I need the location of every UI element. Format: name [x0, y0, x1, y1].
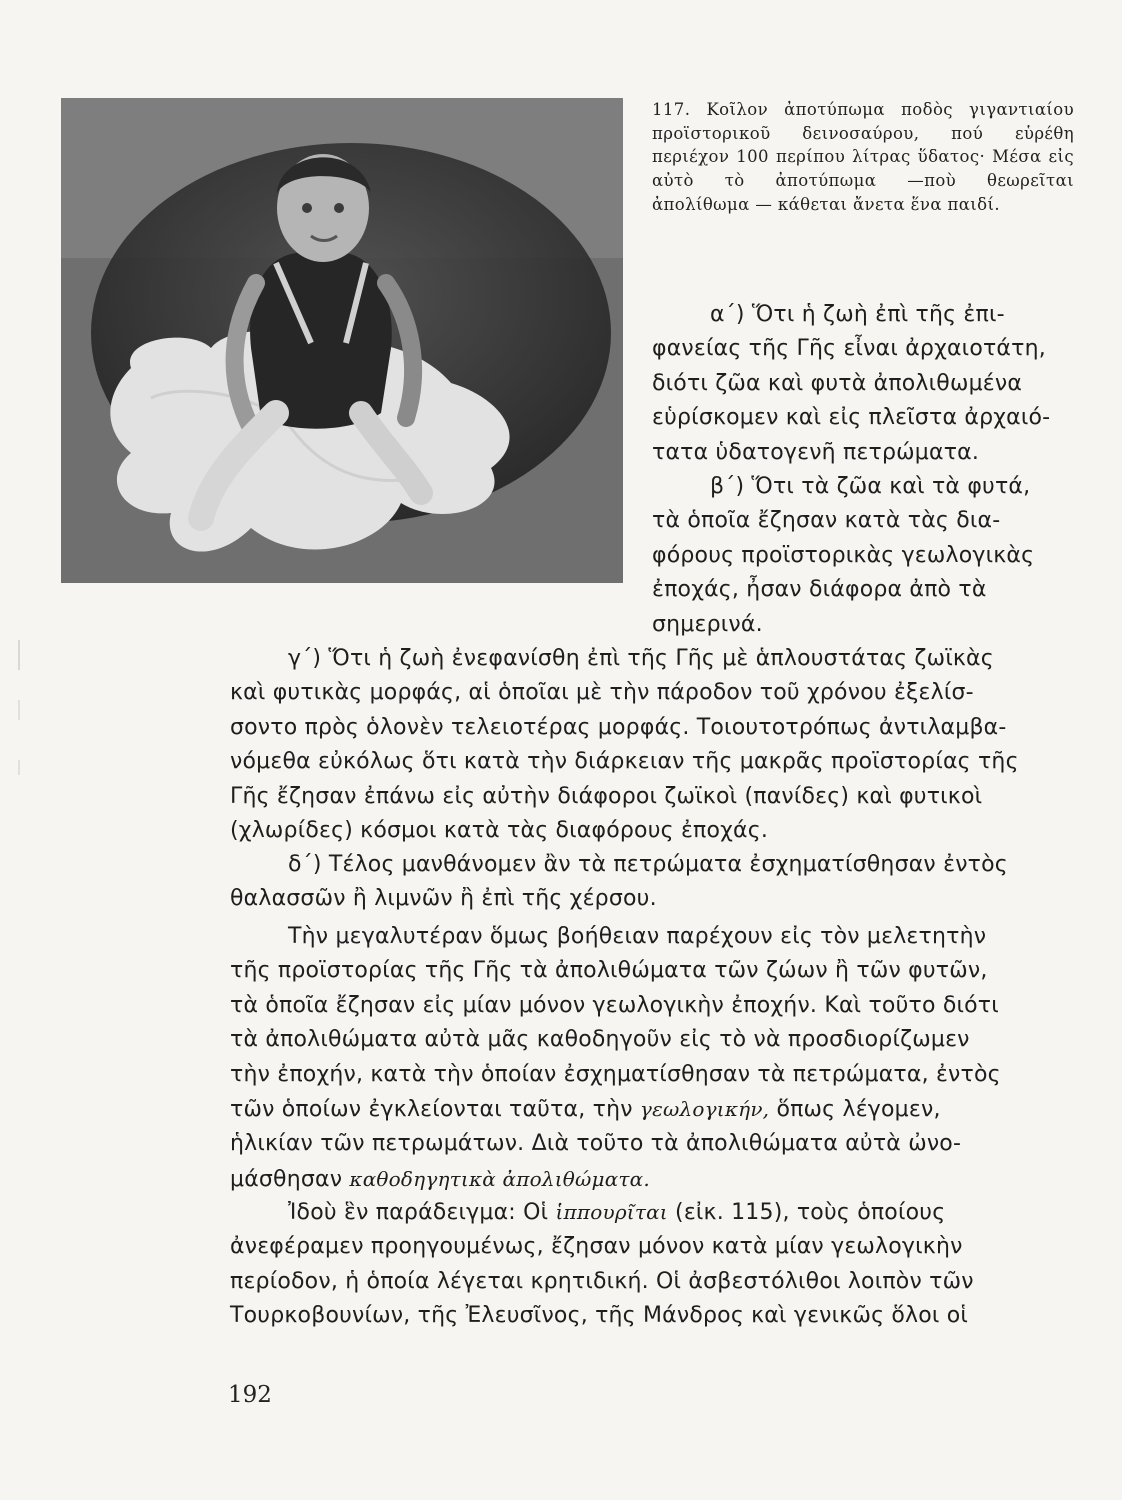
paragraph-line: τὰ ὁποῖα ἔζησαν εἰς μίαν μόνον γεωλογικὴν ἐποχήν. Καὶ τοῦτο διότι — [230, 992, 999, 1018]
paragraph-line: Τουρκοβουνίων, τῆς Ἐλευσῖνος, τῆς Μάνδρος καὶ γενικῶς ὅλοι οἱ — [230, 1303, 969, 1329]
paragraph-line: τατα ὑδατογενῆ πετρώματα. — [652, 439, 980, 465]
paragraph-line: ἀνεφέραμεν προηγουμένως, ἔζησαν μόνον κατὰ μίαν γεωλογικὴν — [230, 1234, 963, 1260]
paragraph-line: φόρους προϊστορικὰς γεωλογικὰς — [652, 542, 1035, 568]
paragraph-line: νόμεθα εὐκόλως ὅτι κατὰ τὴν διάρκειαν τῆς μακρᾶς προϊστορίας τῆς — [230, 749, 1019, 775]
text-run: τῶν ὁποίων ἐγκλείονται ταῦτα, τὴν — [230, 1097, 633, 1123]
figure-photo — [61, 98, 623, 583]
text-run: ὅπως λέγομεν, — [776, 1097, 941, 1123]
paragraph-line: περίοδον, ἡ ὁποία λέγεται κρητιδική. Οἱ ἀσβεστόλιθοι λοιπὸν τῶν — [230, 1268, 974, 1294]
paragraph-line: Γῆς ἔζησαν ἐπάνω εἰς αὐτὴν διάφοροι ζωϊκοὶ (πανίδες) καὶ φυτικοὶ — [230, 783, 983, 809]
paragraph-line: τὰ ἀπολιθώματα αὐτὰ μᾶς καθοδηγοῦν εἰς τὸ νὰ προσδιορίζωμεν — [230, 1027, 970, 1053]
paragraph-main — [230, 920, 1080, 1197]
paragraph-beta — [652, 470, 1122, 642]
margin-marks — [17, 640, 21, 800]
paragraph-line: τῆς προϊστορίας τῆς Γῆς τὰ ἀπολιθώματα τῶν ζώων ἢ τῶν φυτῶν, — [230, 958, 988, 984]
paragraph-line — [230, 1162, 1080, 1197]
paragraph-line: τὴν ἐποχήν, κατὰ τὴν ὁποίαν ἐσχηματίσθησαν τὰ πετρώματα, ἐντὸς — [230, 1061, 1001, 1087]
paragraph-line: τὰ ὁποῖα ἔζησαν κατὰ τὰς δια- — [652, 508, 1001, 534]
paragraph-line: φανείας τῆς Γῆς εἶναι ἀρχαιοτάτη, — [652, 336, 1046, 362]
text-run: Ἰδοὺ ἓν παράδειγμα: Οἱ — [288, 1200, 549, 1225]
paragraph-line: Τὴν μεγαλυτέραν ὅμως βοήθειαν παρέχουν εἰς τὸν μελετητὴν — [288, 924, 987, 949]
paragraph-line — [230, 1092, 1080, 1127]
paragraph-line: σοντο πρὸς ὁλονὲν τελειοτέρας μορφάς. Τοιουτοτρόπως ἀντιλαμβα- — [230, 714, 1007, 740]
figure-caption: 117. Κοῖλον ἀποτύπωμα ποδὸς γιγαντιαίου προϊστορικοῦ δεινοσαύρου, πού εὑρέθη περιέχον 100 περίπου λίτρας ὕδατος· Μέσα εἰς αὐτὸ τὸ ἀποτύπωμα —ποὺ θεωρεῖται ἀπολίθωμα — κάθεται ἄνετα ἕνα παιδί. — [652, 100, 1074, 214]
page-number: 192 — [228, 1382, 272, 1408]
paragraph-alpha — [652, 298, 1122, 470]
text-run: (εἰκ. 115), τοὺς ὁποίους — [675, 1200, 946, 1225]
paragraph-line: διότι ζῶα καὶ φυτὰ ἀπολιθωμένα — [652, 370, 1023, 396]
term-hippurites: ἱππουρῖται — [555, 1200, 668, 1224]
paragraph-line: ἡλικίαν τῶν πετρωμάτων. Διὰ τοῦτο τὰ ἀπολιθώματα αὐτὰ ὠνο- — [230, 1131, 962, 1157]
paragraph-line: δ΄) Τέλος μανθάνομεν ἂν τὰ πετρώματα ἐσχηματίσθησαν ἐντὸς — [288, 852, 1008, 877]
paragraph-line: θαλασσῶν ἢ λιμνῶν ἢ ἐπὶ τῆς χέρσου. — [230, 886, 657, 912]
paragraph-delta — [230, 848, 1080, 917]
term-guide-fossils: καθοδηγητικὰ ἀπολιθώματα. — [349, 1166, 650, 1191]
paragraph-line: γ΄) Ὅτι ἡ ζωὴ ἐνεφανίσθη ἐπὶ τῆς Γῆς μὲ ἁπλουστάτας ζωϊκὰς — [288, 646, 994, 671]
paragraph-line: β΄) Ὅτι τὰ ζῶα καὶ τὰ φυτά, — [710, 474, 1031, 499]
paragraph-example — [230, 1195, 1080, 1334]
child-in-footprint-illustration — [61, 98, 623, 583]
paragraph-line: α΄) Ὅτι ἡ ζωὴ ἐπὶ τῆς ἐπι- — [710, 302, 1005, 327]
paragraph-line: (χλωρίδες) κόσμοι κατὰ τὰς διαφόρους ἐποχάς. — [230, 818, 769, 844]
paragraph-line: σημερινά. — [652, 611, 763, 637]
paragraph-line: ἐποχάς, ἦσαν διάφορα ἀπὸ τὰ — [652, 577, 987, 603]
paragraph-gamma — [230, 642, 1080, 848]
text-run: μάσθησαν — [230, 1166, 343, 1192]
paragraph-line — [230, 1195, 1080, 1230]
paragraph-line: καὶ φυτικὰς μορφάς, αἱ ὁποῖαι μὲ τὴν πάροδον τοῦ χρόνου ἐξελίσ- — [230, 680, 974, 706]
paragraph-line: εὑρίσκομεν καὶ εἰς πλεῖστα ἀρχαιό- — [652, 405, 1051, 431]
term-geologic: γεωλογικήν, — [639, 1097, 770, 1122]
